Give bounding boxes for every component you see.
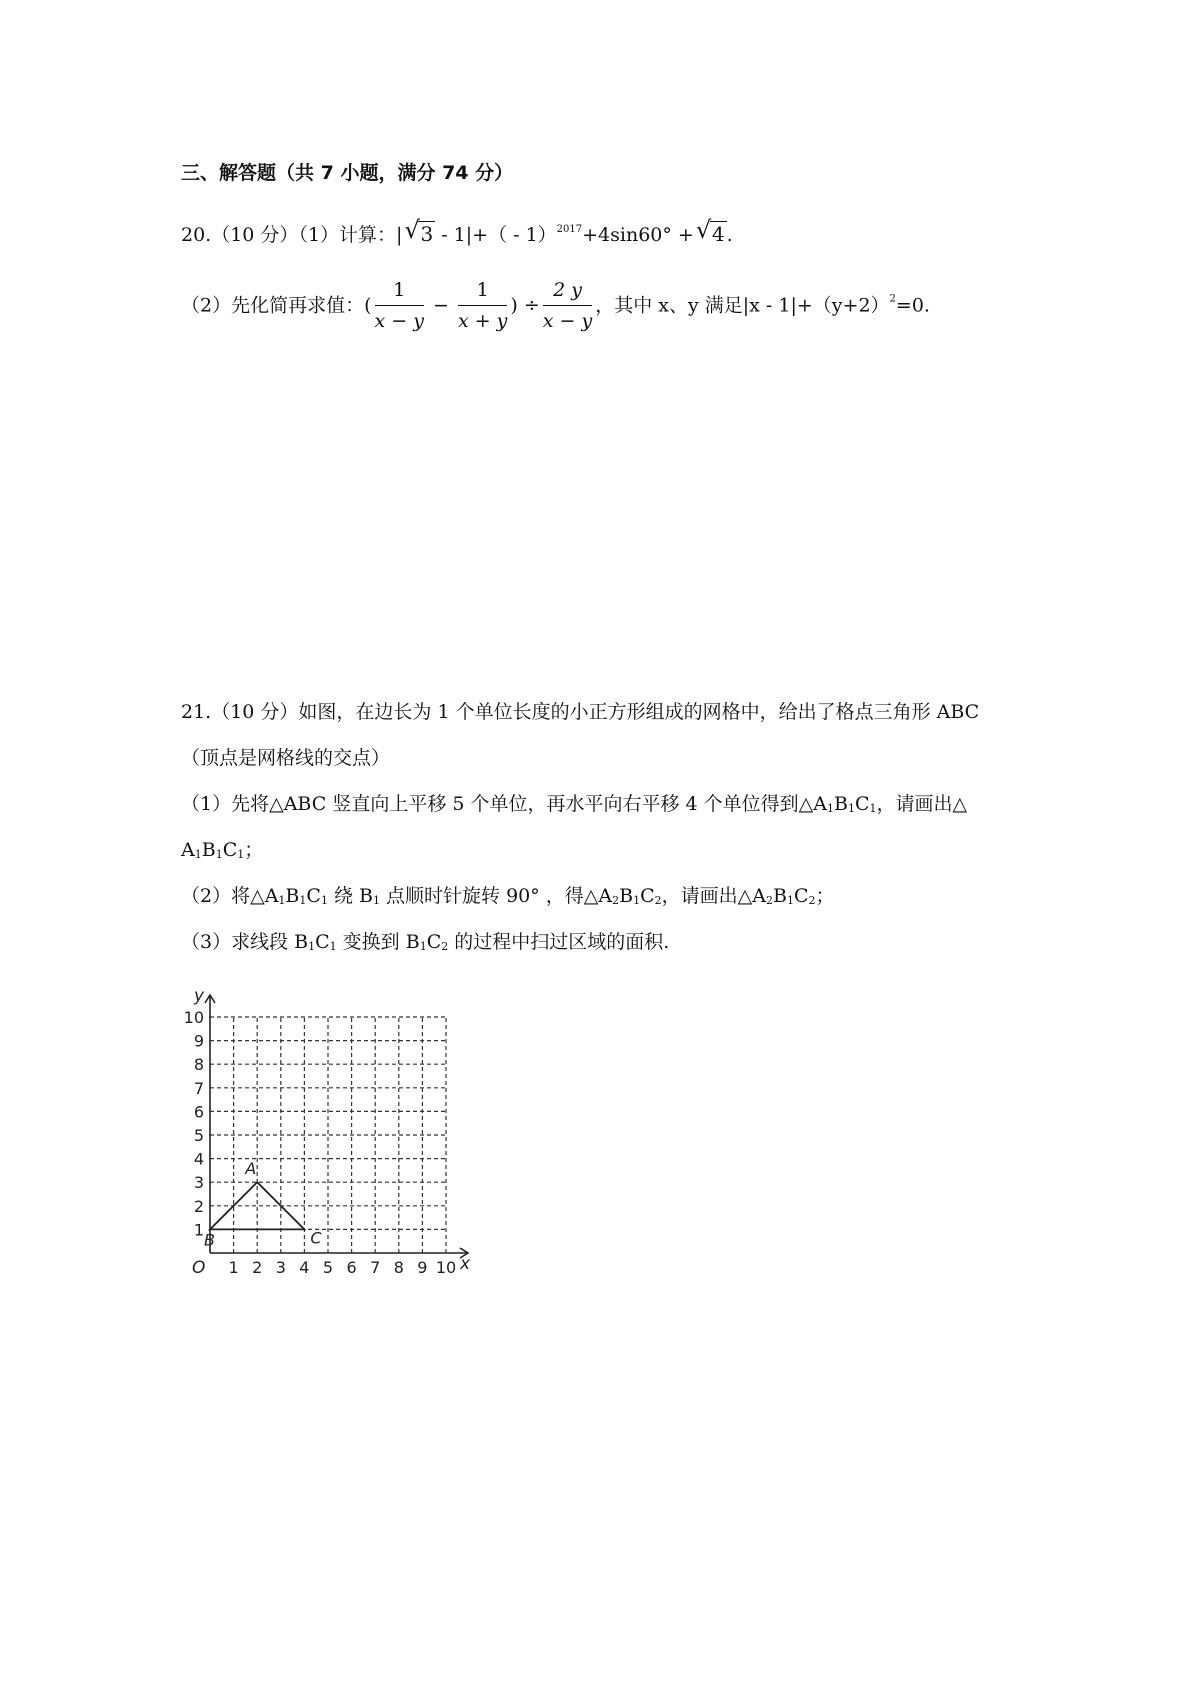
x-tick-label: 4	[299, 1258, 310, 1277]
fraction-1: $\frac{1}{x - y}$	[374, 279, 424, 332]
x-tick-label: 3	[275, 1258, 286, 1277]
sqrt-3: √ 3	[404, 216, 434, 246]
y-tick-label: 10	[183, 1008, 204, 1027]
q20-part1-prefix: （1）计算：	[298, 224, 397, 246]
y-tick-label: 4	[193, 1149, 204, 1169]
x-tick-label: 8	[393, 1258, 404, 1277]
sqrt-4: √ 4	[695, 216, 725, 246]
q21-line1: 21.（10 分）如图，在边长为 1 个单位长度的小正方形组成的网格中，给出了格点三角形 ABC	[181, 701, 980, 723]
q20-number: 20.（10 分）	[181, 224, 299, 246]
x-tick-label: 9	[417, 1258, 428, 1277]
y-tick-label: 3	[193, 1173, 204, 1193]
q21-line4: A1B1C1；	[181, 839, 264, 861]
vertex-label-b: B	[204, 1230, 215, 1250]
q21-line6: （3）求线段 B1C1 变换到 B1C2 的过程中扫过区域的面积.	[181, 931, 670, 953]
x-axis-label: x	[460, 1254, 471, 1274]
y-tick-label: 8	[193, 1055, 204, 1075]
q20-part2: （2）先化简再求值：( $\frac{1}{x - y}$ − $\frac{1}{x + y}$ ) ÷ $\frac{2 y}{x - y}$ ，其中 x、y 满足$|x - 1|+(y+2)^2=0$.	[181, 279, 930, 332]
vertex-label-a: A	[245, 1159, 257, 1179]
coordinate-grid-figure	[180, 960, 500, 1280]
x-tick-label: 2	[252, 1258, 263, 1277]
q21-line3: （1）先将△ABC 竖直向上平移 5 个单位，再水平向右平移 4 个单位得到△A1B1C1，请画出△	[181, 793, 968, 815]
x-tick-label: 1	[228, 1258, 239, 1277]
y-tick-label: 9	[193, 1031, 204, 1051]
q20-part1: 20.（10 分）（1）计算：| √ 3 - 1|+（ - 1）$^{2017}$+4sin60° + √ 4 .	[181, 216, 733, 246]
y-tick-label: 6	[193, 1102, 204, 1122]
x-tick-label: 7	[370, 1258, 381, 1277]
y-axis-label: y	[194, 986, 205, 1006]
x-tick-label: 6	[346, 1258, 357, 1277]
y-tick-label: 5	[193, 1126, 204, 1145]
x-tick-label: 10	[435, 1258, 457, 1277]
q21-line5: （2）将△A1B1C1 绕 B1 点顺时针旋转 90° ，得△A2B1C2，请画出△A2B1C2；	[181, 885, 835, 907]
vertex-label-c: C	[310, 1228, 322, 1248]
q21-line2: （顶点是网格线的交点）	[181, 747, 391, 769]
x-tick-label: 5	[322, 1258, 334, 1277]
y-tick-label: 7	[193, 1078, 204, 1098]
origin-label: O	[192, 1258, 206, 1278]
y-tick-label: 1	[193, 1220, 204, 1240]
fraction-3: $\frac{2 y}{x - y}$	[542, 279, 593, 332]
fraction-2: $\frac{1}{x + y}$	[457, 279, 508, 332]
section-title: 三、解答题（共 7 小题，满分 74 分）	[181, 162, 514, 184]
y-tick-label: 2	[193, 1196, 204, 1216]
grid-lines	[210, 1017, 446, 1253]
